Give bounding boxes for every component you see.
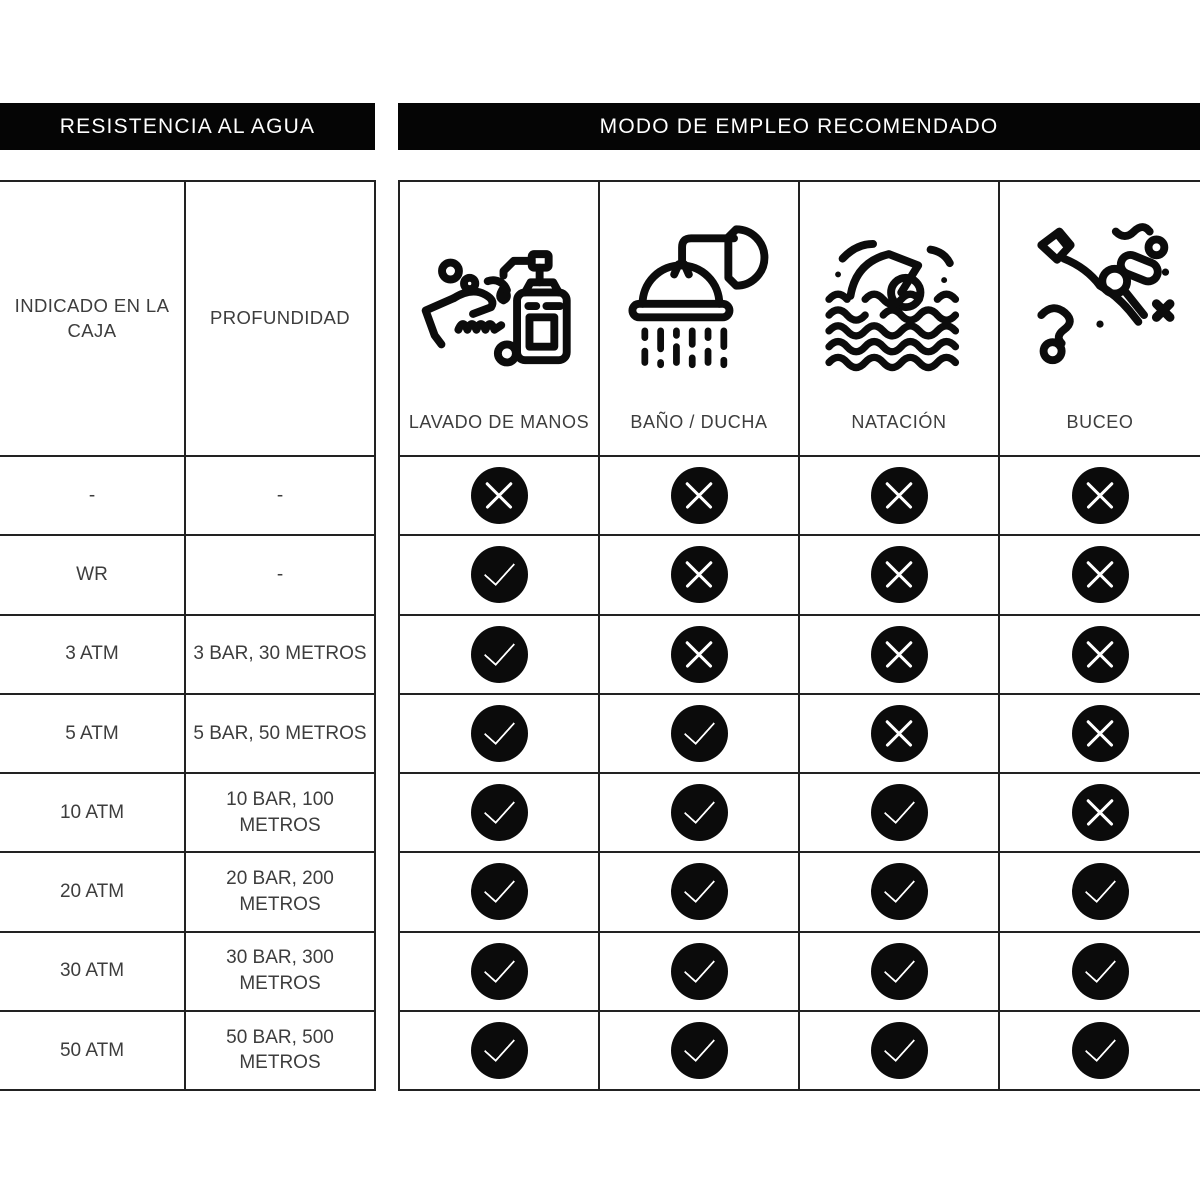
usage-column-label: NATACIÓN — [851, 412, 947, 432]
table-cell-caja: 30 ATM — [0, 931, 186, 1010]
usage-mark — [671, 1022, 728, 1079]
usage-column-label: BAÑO / DUCHA — [630, 412, 768, 432]
table-cell-caja: 5 ATM — [0, 693, 186, 772]
usage-mark — [1072, 943, 1129, 1000]
usage-mark — [671, 705, 728, 762]
usage-mark-cell — [800, 1010, 1000, 1089]
table-cell-profundidad: 10 BAR, 100 METROS — [186, 772, 374, 851]
usage-mark-cell — [800, 455, 1000, 534]
usage-mark — [671, 546, 728, 603]
usage-mark-cell — [600, 534, 800, 613]
table-cell-caja: 10 ATM — [0, 772, 186, 851]
table-cell-caja: 3 ATM — [0, 614, 186, 693]
usage-mark — [471, 863, 528, 920]
table-cell-profundidad: - — [186, 455, 374, 534]
usage-mark — [671, 784, 728, 841]
usage-mark — [1072, 1022, 1129, 1079]
usage-mark — [871, 1022, 928, 1079]
table-cell-profundidad: 30 BAR, 300 METROS — [186, 931, 374, 1010]
usage-column-label: BUCEO — [1066, 412, 1134, 432]
usage-mark-cell — [1000, 772, 1200, 851]
table-cell-profundidad: 3 BAR, 30 METROS — [186, 614, 374, 693]
hand-washing-icon — [420, 218, 578, 376]
usage-mark — [471, 626, 528, 683]
usage-mark — [871, 705, 928, 762]
usage-mark — [471, 784, 528, 841]
usage-mark — [1072, 784, 1129, 841]
usage-mark-cell — [400, 455, 600, 534]
usage-column-diving — [1000, 182, 1200, 455]
usage-mark — [871, 546, 928, 603]
usage-mark-cell — [400, 1010, 600, 1089]
usage-mark — [1072, 546, 1129, 603]
usage-mark-cell — [1000, 455, 1200, 534]
usage-mark — [871, 784, 928, 841]
shower-icon — [620, 218, 778, 376]
column-header-indicado-en-la-caja: INDICADO EN LA CAJA — [0, 182, 186, 455]
table-cell-profundidad: - — [186, 534, 374, 613]
usage-mark-cell — [400, 693, 600, 772]
usage-mark-cell — [600, 851, 800, 930]
left-panel-title: RESISTENCIA AL AGUA — [0, 103, 375, 150]
usage-mark-cell — [600, 455, 800, 534]
usage-mark-cell — [1000, 614, 1200, 693]
usage-mark-cell — [400, 534, 600, 613]
table-cell-caja: 20 ATM — [0, 851, 186, 930]
usage-mark — [1072, 863, 1129, 920]
usage-mark-cell — [400, 931, 600, 1010]
usage-mark-cell — [800, 693, 1000, 772]
usage-mark — [471, 1022, 528, 1079]
usage-mark-cell — [400, 614, 600, 693]
usage-mark — [671, 626, 728, 683]
usage-column-swimming — [800, 182, 1000, 455]
usage-mark — [871, 467, 928, 524]
usage-mark-cell — [800, 614, 1000, 693]
usage-column-shower — [600, 182, 800, 455]
table-cell-caja: WR — [0, 534, 186, 613]
column-header-profundidad: PROFUNDIDAD — [209, 307, 351, 329]
table-cell-profundidad: 20 BAR, 200 METROS — [186, 851, 374, 930]
usage-mark — [871, 626, 928, 683]
usage-mark — [471, 546, 528, 603]
usage-mark-cell — [1000, 1010, 1200, 1089]
swimming-icon — [820, 218, 978, 376]
usage-mark — [471, 943, 528, 1000]
usage-mark-cell — [600, 693, 800, 772]
usage-mark-cell — [400, 851, 600, 930]
table-cell-profundidad: 5 BAR, 50 METROS — [186, 693, 374, 772]
table-cell-profundidad: 50 BAR, 500 METROS — [186, 1010, 374, 1089]
usage-mark-cell — [1000, 931, 1200, 1010]
table-cell-caja: 50 ATM — [0, 1010, 186, 1089]
scuba-diving-icon — [1021, 218, 1179, 376]
table-cell-caja: - — [0, 455, 186, 534]
usage-mark-cell — [800, 931, 1000, 1010]
usage-mark-cell — [600, 772, 800, 851]
usage-column-label: LAVADO DE MANOS — [408, 412, 590, 432]
scuba-diving-icon — [1000, 182, 1200, 412]
usage-mark-cell — [600, 931, 800, 1010]
usage-mark-cell — [1000, 693, 1200, 772]
usage-mark-cell — [400, 772, 600, 851]
usage-mark — [471, 705, 528, 762]
right-panel-title: MODO DE EMPLEO RECOMENDADO — [398, 103, 1200, 150]
usage-mark — [471, 467, 528, 524]
usage-mark — [871, 863, 928, 920]
usage-mark-cell — [800, 772, 1000, 851]
usage-mark-cell — [800, 851, 1000, 930]
recommended-usage-table — [398, 180, 1200, 1091]
shower-icon — [600, 182, 798, 412]
usage-mark — [671, 863, 728, 920]
usage-mark — [1072, 705, 1129, 762]
usage-mark — [671, 467, 728, 524]
usage-mark — [1072, 626, 1129, 683]
usage-mark-cell — [1000, 851, 1200, 930]
usage-mark-cell — [600, 614, 800, 693]
usage-mark-cell — [600, 1010, 800, 1089]
usage-mark — [1072, 467, 1129, 524]
usage-column-hand-washing — [400, 182, 600, 455]
water-resistance-table — [0, 180, 376, 1091]
swimming-icon — [800, 182, 998, 412]
usage-mark-cell — [800, 534, 1000, 613]
usage-mark — [671, 943, 728, 1000]
usage-mark — [871, 943, 928, 1000]
hand-washing-icon — [400, 182, 598, 412]
usage-mark-cell — [1000, 534, 1200, 613]
